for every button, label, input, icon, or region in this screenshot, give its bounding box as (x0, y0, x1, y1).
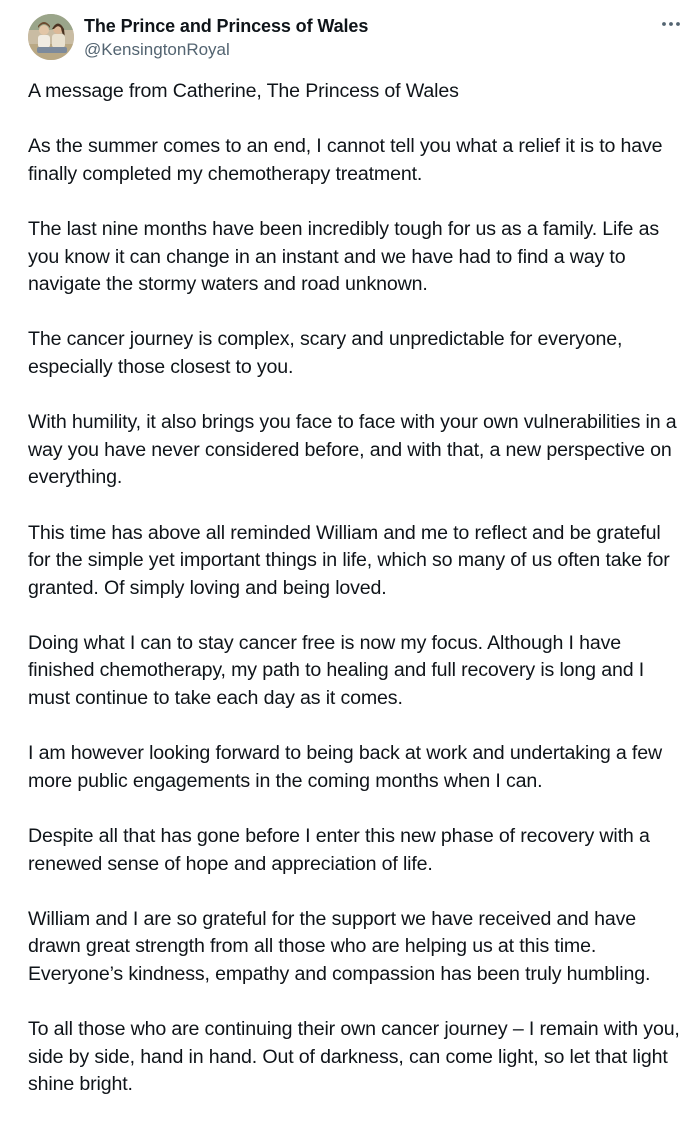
tweet-paragraph: William and I are so grateful for the support we have received and have drawn great strength from all those who are helping us at this time. Everyone’s kindness, empathy and compassion has been truly humbling. (28, 907, 651, 985)
tweet-paragraph: Doing what I can to stay cancer free is now my focus. Although I have finished chemotherapy, my path to healing and full recovery is long and I must continue to take each day as it comes. (28, 631, 645, 710)
author-display-name[interactable]: The Prince and Princess of Wales (84, 16, 369, 36)
tweet-paragraph: To all those who are continuing their own cancer journey – I remain with you, side by side, hand in hand. Out of darkness, can come light, so let that light shine bright. (28, 1018, 680, 1096)
more-horizontal-icon (658, 15, 686, 37)
tweet-paragraph: As the summer comes to an end, I cannot tell you what a relief it is to have finally completed my chemotherapy treatment. (28, 135, 663, 185)
tweet-paragraph: I am however looking forward to being back at work and undertaking a few more public engagements in the coming months when I can. (28, 742, 662, 792)
tweet-paragraph: A message from Catherine, The Princess of Wales (28, 80, 459, 102)
profile-photo-avatar-icon (28, 14, 74, 60)
tweet-text (28, 78, 688, 1127)
author-names (84, 15, 368, 61)
tweet-paragraph: The last nine months have been incredibly tough for us as a family. Life as you know it can change in an instant and we have had to find a way to navigate the stormy waters and road unknown. (28, 217, 659, 296)
avatar[interactable] (28, 14, 74, 60)
tweet-paragraph: With humility, it also brings you face to face with your own vulnerabilities in a way you have never considered before, and with that, a new perspective on everything. (28, 411, 677, 489)
tweet-paragraph: This time has above all reminded William and me to reflect and be grateful for the simple yet important things in life, which so many of us often take for granted. Of simply loving and being loved. (28, 521, 670, 599)
tweet-paragraph: The cancer journey is complex, scary and unpredictable for everyone, especially those closest to you. (28, 328, 623, 378)
more-options-button[interactable] (658, 15, 686, 37)
tweet-header (28, 13, 686, 63)
author-handle[interactable]: @KensingtonRoyal (84, 40, 230, 59)
tweet-paragraph: Despite all that has gone before I enter this new phase of recovery with a renewed sense of hope and appreciation of life. (28, 825, 650, 875)
